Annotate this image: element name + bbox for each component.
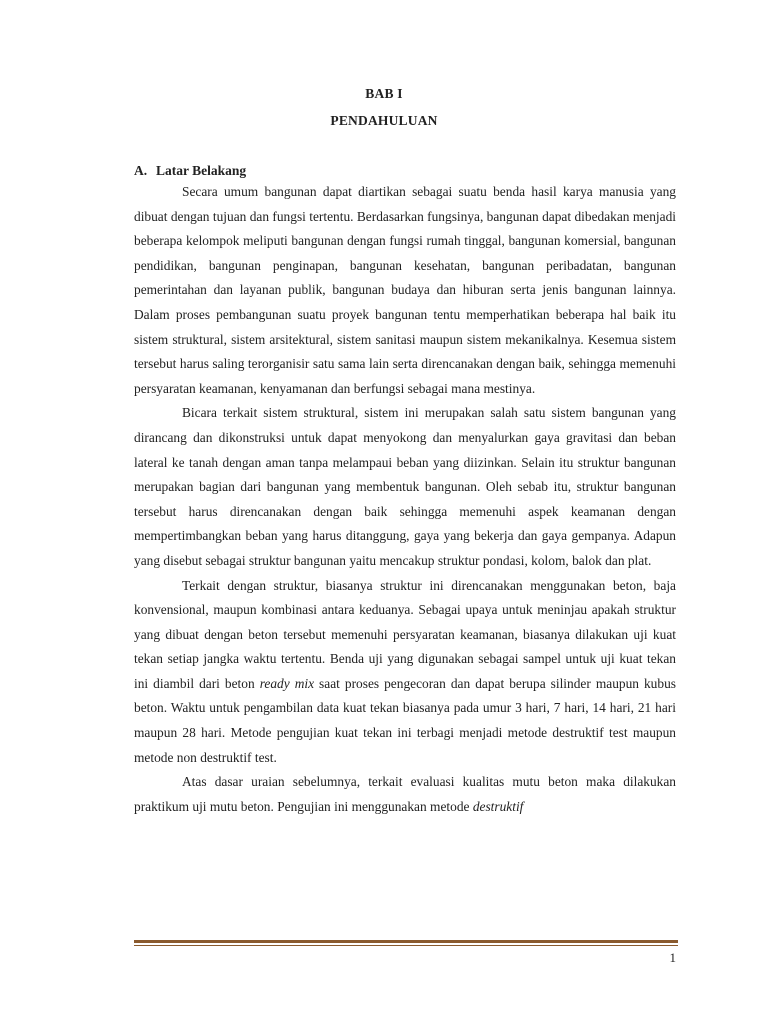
section-number: A. — [134, 163, 148, 178]
italic-term: ready mix — [259, 675, 315, 691]
paragraph-text: Atas dasar uraian sebelumnya, terkait evaluasi kualitas mutu beton maka dilakukan praktikum uji mutu beton. Pengujian ini menggunakan metode — [134, 774, 676, 814]
italic-term: destruktif — [472, 798, 524, 814]
paragraph-text: saat proses pengecoran dan dapat berupa silinder maupun kubus beton. Waktu untuk pengambilan data kuat tekan biasanya pada umur 3 hari, 7 hari, 14 hari, 21 hari maupun 28 hari. Metode pengujian kuat tekan ini terbagi menjadi metode destruktif test maupun metode non destruktif test. — [134, 675, 676, 765]
paragraph-text: Terkait dengan struktur, biasanya struktur ini direncanakan menggunakan beton, baja konvensional, maupun kombinasi antara keduanya. Sebagai upaya untuk meninjau apakah struktur yang dibuat dengan beton tersebut memenuhi persyaratan keamanan, biasanya dilakukan uji kuat tekan setiap jangka waktu tertentu. Benda uji yang digunakan sebagai sampel untuk uji kuat tekan ini diambil dari beton — [134, 577, 676, 691]
paragraph: Secara umum bangunan dapat diartikan sebagai suatu benda hasil karya manusia yang dibuat dengan tujuan dan fungsi tertentu. Berdasarkan fungsinya, bangunan dapat dibedakan menjadi beberapa kelompok meliputi bangunan dengan fungsi rumah tinggal, bangunan komersial, bangunan pendidikan, bangunan penginapan, bangunan kesehatan, bangunan peribadatan, bangunan pemerintahan dan layanan publik, bangunan budaya dan hiburan serta jenis bangunan lainnya. Dalam proses pembangunan suatu proyek bangunan tentu memperhatikan beberapa hal baik itu sistem struktural, sistem arsitektural, sistem sanitasi maupun sistem mekanikalnya. Kesemua sistem tersebut harus saling terorganisir satu sama lain serta direncanakan dengan baik, sehingga memenuhi persyaratan keamanan, kenyamanan dan berfungsi sebagai mana mestinya. — [134, 184, 676, 396]
chapter-heading: BAB I — [365, 86, 403, 101]
footer-rule-thin — [134, 945, 678, 946]
section-heading — [134, 163, 246, 179]
section-title: Latar Belakang — [156, 163, 247, 178]
paragraph — [134, 574, 676, 771]
chapter-title: PENDAHULUAN — [330, 113, 438, 128]
paragraph: Bicara terkait sistem struktural, sistem ini merupakan salah satu sistem bangunan yang dirancang dan dikonstruksi untuk dapat menyokong dan menyalurkan gaya gravitasi dan beban lateral ke tanah dengan aman tanpa melampaui beban yang diizinkan. Selain itu struktur bangunan merupakan bagian dari bangunan yang membentuk bangunan. Oleh sebab itu, struktur bangunan tersebut harus direncanakan dengan baik sehingga memenuhi aspek keamanan dengan mempertimbangkan beban yang harus ditanggung, gaya yang bekerja dan gaya gempanya. Adapun yang disebut sebagai struktur bangunan yaitu mencakup struktur pondasi, kolom, balok dan plat. — [134, 405, 676, 568]
footer-rule-thick — [134, 940, 678, 943]
paragraph — [134, 770, 676, 819]
body-text — [134, 180, 676, 819]
page-number: 1 — [669, 950, 676, 965]
